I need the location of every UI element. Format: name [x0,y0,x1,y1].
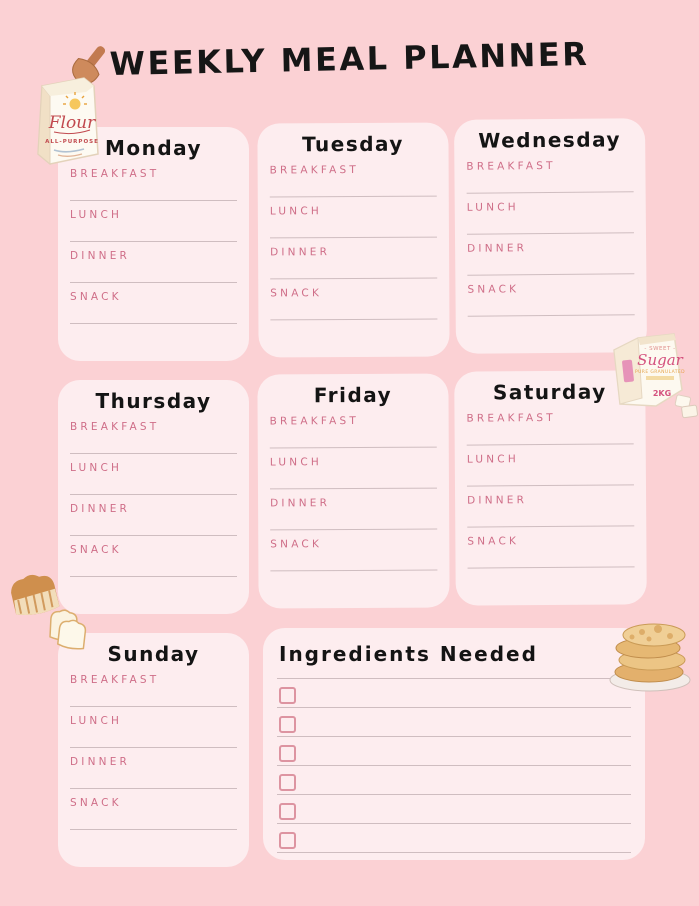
meal-label-dinner: DINNER [270,246,331,259]
meal-label-lunch: LUNCH [70,209,123,221]
sugar-bag-illustration [604,320,699,422]
meal-group-dinner [70,756,237,789]
meal-entry-line[interactable] [270,569,437,572]
meal-entry-line[interactable] [70,493,237,495]
meal-group-breakfast [70,421,237,454]
bread-illustration [2,568,102,658]
meal-entry-line[interactable] [70,322,237,324]
meal-entry-line[interactable] [468,565,635,568]
meal-group-lunch [70,209,237,242]
meal-label-dinner: DINNER [467,242,528,255]
meal-group-breakfast [70,674,237,707]
day-name: Monday [104,136,203,160]
day-name: Saturday [492,379,607,405]
meal-group-snack [467,282,634,316]
ingredient-checkbox[interactable] [279,832,296,849]
meal-entry-line[interactable] [270,236,437,239]
ingredient-row [277,766,631,795]
meal-group-snack [270,538,437,572]
meal-group-dinner [467,241,634,275]
meal-label-breakfast: BREAKFAST [70,168,160,180]
flour-subtitle: ALL-PURPOSE [45,139,99,145]
day-name: Thursday [95,389,212,413]
meal-label-snack: SNACK [270,287,323,300]
pancake-stack-icon [615,624,685,682]
meal-entry-line[interactable] [270,277,437,280]
pancakes-illustration [602,608,698,694]
meal-label-breakfast: BREAKFAST [466,411,556,425]
meal-group-lunch [467,200,634,234]
meal-entry-line[interactable] [467,524,634,527]
flour-bag-illustration [20,42,120,170]
meal-group-lunch [70,462,237,495]
meal-label-snack: SNACK [70,544,122,556]
meal-label-lunch: LUNCH [70,462,123,474]
meal-label-dinner: DINNER [70,250,131,262]
meal-entry-line[interactable] [70,534,237,536]
meal-label-breakfast: BREAKFAST [466,159,556,173]
day-card-wednesday [454,118,647,354]
meal-group-lunch [270,456,437,490]
sugar-subtitle: PURE GRANULATED [635,370,685,375]
day-card-friday [257,374,449,609]
meal-label-lunch: LUNCH [466,201,519,214]
ingredient-row [277,824,631,853]
meal-group-lunch [467,452,634,486]
meal-entry-line[interactable] [270,528,437,531]
day-name: Tuesday [301,131,404,157]
meal-entry-line[interactable] [467,442,634,445]
ingredient-row [277,679,631,708]
meal-label-breakfast: BREAKFAST [269,163,360,177]
meal-label-dinner: DINNER [70,503,131,515]
meal-group-lunch [270,205,437,239]
meal-group-dinner [467,493,634,527]
meal-label-snack: SNACK [270,538,323,551]
ingredient-row [277,737,631,766]
meal-group-dinner [270,246,437,280]
flour-label: Flour [48,113,96,133]
day-name: Sunday [107,642,200,666]
meal-entry-line[interactable] [70,746,237,748]
meal-label-dinner: DINNER [467,494,528,507]
meal-entry-line[interactable] [270,195,437,198]
meal-entry-line[interactable] [467,231,634,234]
meal-group-snack [70,797,237,830]
ingredients-title: Ingredients Needed [279,642,538,666]
meal-label-breakfast: BREAKFAST [269,414,360,428]
ingredient-checkbox[interactable] [279,745,296,762]
meal-label-breakfast: BREAKFAST [70,674,160,686]
meal-entry-line[interactable] [270,446,437,449]
meal-entry-line[interactable] [70,240,237,242]
day-name: Friday [313,382,393,408]
sugar-label: Sugar [637,351,683,369]
meal-label-breakfast: BREAKFAST [70,421,160,433]
meal-label-snack: SNACK [70,291,122,303]
meal-group-snack [70,291,237,324]
meal-entry-line[interactable] [70,828,237,830]
meal-entry-line[interactable] [70,452,237,454]
meal-group-breakfast [70,168,237,201]
meal-entry-line[interactable] [70,787,237,789]
sugar-weight-label: 2KG [652,389,672,398]
meal-label-lunch: LUNCH [269,456,322,469]
page-title: WEEKLY MEAL PLANNER [109,34,590,84]
meal-group-dinner [70,503,237,536]
meal-entry-line[interactable] [70,281,237,283]
ingredients-card [263,628,645,860]
meal-label-snack: SNACK [467,535,520,548]
meal-group-dinner [70,250,237,283]
meal-label-lunch: LUNCH [466,453,519,466]
meal-label-dinner: DINNER [270,497,331,510]
meal-entry-line[interactable] [468,313,635,316]
sugar-top-label: - SWEET - [644,346,676,352]
meal-entry-line[interactable] [270,487,437,490]
meal-group-snack [467,534,634,568]
meal-group-lunch [70,715,237,748]
meal-group-snack [270,287,437,321]
ingredient-checkbox[interactable] [279,687,296,704]
day-card-tuesday [257,123,449,358]
meal-entry-line[interactable] [467,483,634,486]
meal-entry-line[interactable] [467,190,634,193]
meal-entry-line[interactable] [70,199,237,201]
ingredient-row [277,795,631,824]
meal-group-breakfast [270,415,437,449]
meal-group-breakfast [270,164,437,198]
meal-group-breakfast [466,159,633,193]
meal-group-dinner [270,497,437,531]
ingredient-checkbox[interactable] [279,803,296,820]
day-name: Wednesday [478,127,622,153]
ingredient-checkbox[interactable] [279,716,296,733]
meal-label-lunch: LUNCH [70,715,123,727]
ingredient-checkbox[interactable] [279,774,296,791]
meal-label-dinner: DINNER [70,756,131,768]
meal-entry-line[interactable] [467,272,634,275]
meal-label-snack: SNACK [467,283,520,296]
meal-entry-line[interactable] [270,318,437,321]
sugar-cubes-icon [675,395,698,418]
bread-slices-icon [49,609,88,651]
day-card-sunday [58,633,249,867]
meal-label-lunch: LUNCH [269,205,322,218]
meal-label-snack: SNACK [70,797,122,809]
ingredient-row [277,708,631,737]
meal-entry-line[interactable] [70,705,237,707]
